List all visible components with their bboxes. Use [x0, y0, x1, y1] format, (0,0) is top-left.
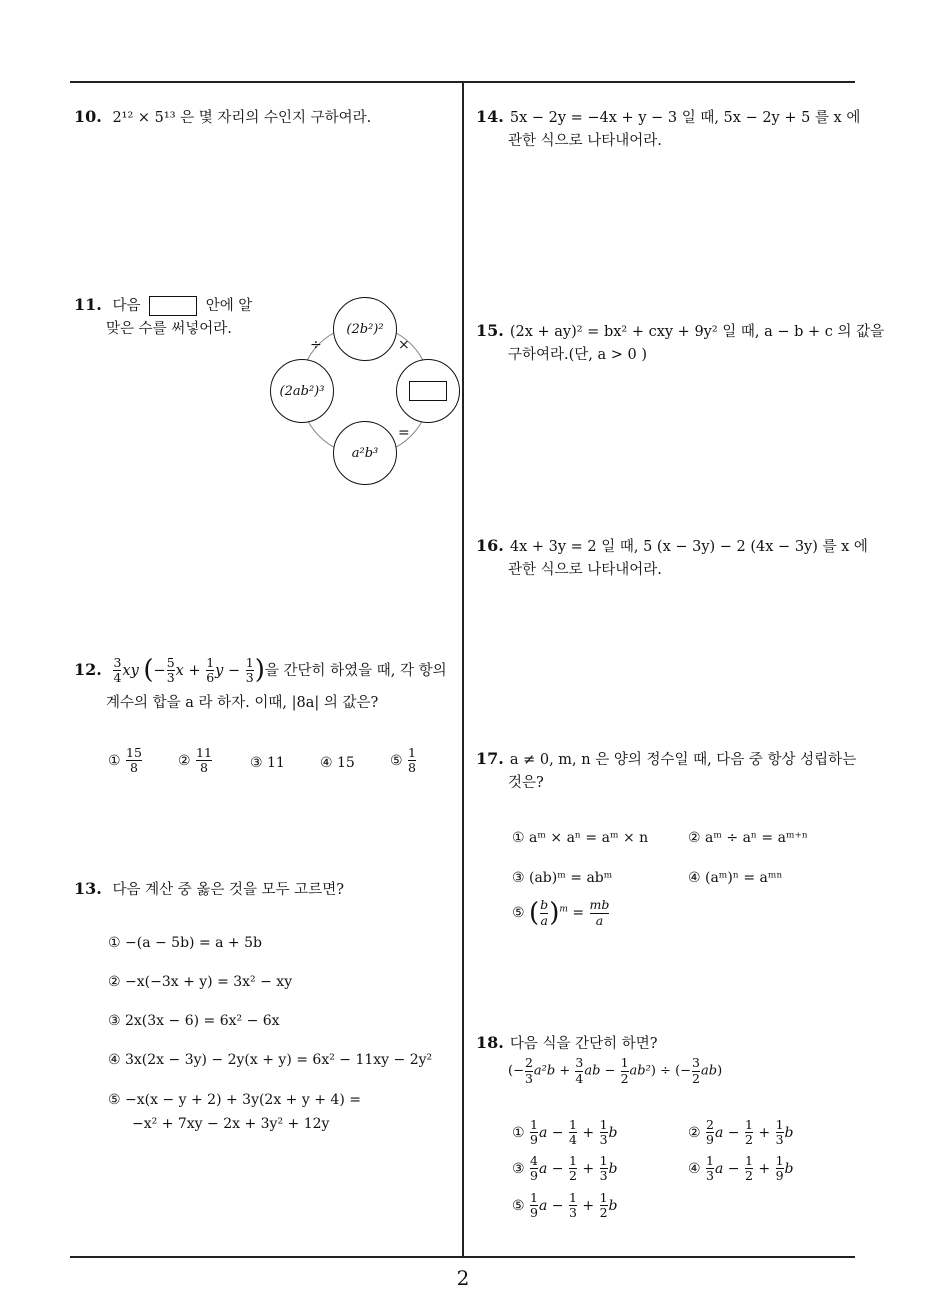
question-11	[74, 292, 252, 341]
question-10	[74, 104, 371, 130]
q17-option-3[interactable]: ③ (ab)ᵐ = abᵐ	[512, 870, 613, 886]
question-12: 12. $\frac{3}{4}$ xy (− $\frac{5}{3}$ x + $\frac{1}{6}$ y − $\frac{1}{3}$ )을 간단히 하였을 때, 각 항의 계수의 합을 a 라 하자. 이때, |8a| 의 값은?	[74, 650, 447, 715]
q18-option-4[interactable]: ④ $\frac{1}{3}$ a − $\frac{1}{2}$ + $\frac{1}{9}$ b	[688, 1153, 794, 1184]
column-divider	[462, 82, 464, 1257]
q13-option-4[interactable]: ④ 3x(2x − 3y) − 2y(x + y) = 6x² − 11xy − 2y²	[108, 1052, 433, 1068]
question-text: 5x − 2y = −4x + y − 3 일 때, 5x − 2y + 5 를 x 에	[509, 110, 861, 126]
q17-option-1[interactable]: ① aᵐ × aⁿ = aᵐ × n	[512, 830, 649, 846]
question-text: 다음 식을 간단히 하면?	[509, 1036, 658, 1052]
question-15	[476, 318, 884, 367]
question-number: 16.	[476, 536, 504, 555]
question-text: 을 간단히 하였을 때, 각 항의	[264, 662, 447, 679]
diagram-node-right	[396, 359, 460, 423]
question-text: 관한 식으로 나타내어라.	[508, 562, 662, 579]
question-18	[476, 1030, 722, 1086]
q13-option-1[interactable]: ① −(a − 5b) = a + 5b	[108, 935, 262, 951]
question-text: 맞은 수를 써넣어라.	[106, 321, 232, 338]
diagram-node-left: (2ab²)³	[270, 359, 334, 423]
question-number: 14.	[476, 107, 504, 126]
question-text: 2¹² × 5¹³ 은 몇 자리의 수인지 구하여라.	[112, 110, 372, 126]
q13-option-5-cont: −x² + 7xy − 2x + 3y² + 12y	[132, 1116, 330, 1132]
operator-equals: =	[398, 425, 410, 441]
q18-option-5[interactable]: ⑤ $\frac{1}{9}$ a − $\frac{1}{3}$ + $\frac{1}{2}$ b	[512, 1190, 618, 1221]
question-number: 13.	[74, 879, 102, 898]
question-number: 17.	[476, 749, 504, 768]
operator-divide: ÷	[310, 337, 322, 353]
question-text: 것은?	[508, 775, 544, 792]
question-text: 4x + 3y = 2 일 때, 5 (x − 3y) − 2 (4x − 3y) 를 x 에	[509, 539, 868, 555]
question-number: 11.	[74, 295, 102, 314]
question-17	[476, 746, 856, 795]
question-text: 구하여라.(단, a > 0 )	[508, 347, 648, 364]
answer-blank-box	[149, 296, 197, 316]
diagram-node-top: (2b²)²	[333, 297, 397, 361]
question-number: 15.	[476, 321, 504, 340]
q13-option-5[interactable]: ⑤ −x(x − y + 2) + 3y(2x + y + 4) =	[108, 1092, 361, 1108]
diagram-node-bottom: a²b³	[333, 421, 397, 485]
question-text: 다음 계산 중 옳은 것을 모두 고르면?	[112, 882, 344, 898]
question-text: 계수의 합을 a 라 하자. 이때, |8a| 의 값은?	[106, 694, 379, 711]
q18-option-3[interactable]: ③ $\frac{4}{9}$ a − $\frac{1}{2}$ + $\frac{1}{3}$ b	[512, 1153, 618, 1184]
q12-option-2[interactable]: ② $\frac{11}{8}$	[178, 745, 212, 776]
q13-option-3[interactable]: ③ 2x(3x − 6) = 6x² − 6x	[108, 1013, 280, 1029]
q12-option-5[interactable]: ⑤ $\frac{1}{8}$	[390, 745, 416, 776]
q18-option-2[interactable]: ② $\frac{2}{9}$ a − $\frac{1}{2}$ + $\frac{1}{3}$ b	[688, 1117, 794, 1148]
question-text: a ≠ 0, m, n 은 양의 정수일 때, 다음 중 항상 성립하는	[509, 752, 857, 768]
q18-expression: (− $\frac{2}{3}$ a²b + $\frac{3}{4}$ ab − $\frac{1}{2}$ ab²) ÷ (− $\frac{3}{2}$ ab)	[508, 1055, 723, 1086]
page-number: 2	[456, 1266, 470, 1290]
q12-option-4[interactable]: ④ 15	[320, 755, 355, 771]
question-13	[74, 876, 344, 902]
question-text: 안에 알	[205, 298, 253, 314]
question-text: 관한 식으로 나타내어라.	[508, 133, 662, 150]
question-16	[476, 533, 868, 582]
question-text: (2x + ay)² = bx² + cxy + 9y² 일 때, a − b + c 의 값을	[509, 324, 885, 340]
q17-option-4[interactable]: ④ (aᵐ)ⁿ = aᵐⁿ	[688, 870, 783, 886]
question-text: 다음	[112, 298, 141, 314]
question-14	[476, 104, 860, 153]
q17-option-5[interactable]: ⑤ ( $\frac{b}{a}$ )$^m$ = $\frac{mb}{a}$	[512, 897, 610, 928]
q18-option-1[interactable]: ① $\frac{1}{9}$ a − $\frac{1}{4}$ + $\frac{1}{3}$ b	[512, 1117, 618, 1148]
q11-cycle-diagram	[260, 295, 460, 485]
question-number: 12.	[74, 659, 102, 679]
q12-option-3[interactable]: ③ 11	[250, 755, 285, 771]
operator-multiply: ×	[398, 337, 410, 353]
q12-option-1[interactable]: ① $\frac{15}{8}$	[108, 745, 142, 776]
question-number: 18.	[476, 1033, 504, 1052]
q13-option-2[interactable]: ② −x(−3x + y) = 3x² − xy	[108, 974, 293, 990]
question-number: 10.	[74, 107, 102, 126]
q17-option-2[interactable]: ② aᵐ ÷ aⁿ = aᵐ⁺ⁿ	[688, 830, 808, 846]
